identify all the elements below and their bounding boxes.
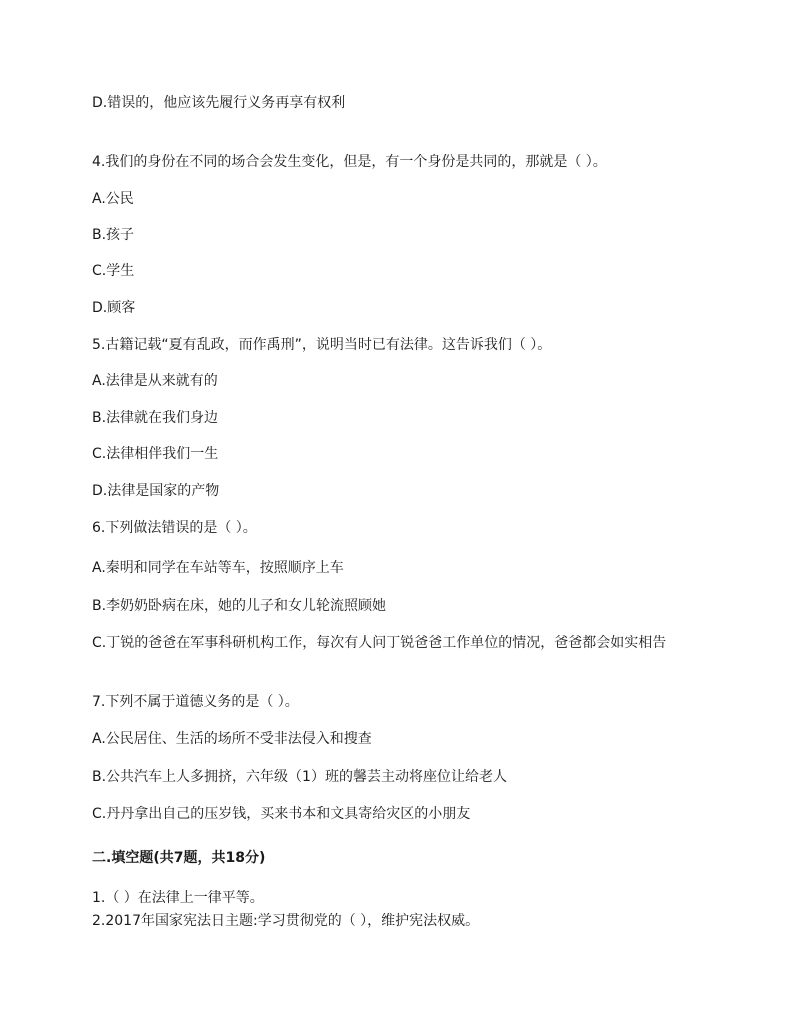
fill-blank-2: 2.2017年国家宪法日主题:学习贯彻党的（ ），维护宪法权威。 [92,913,480,929]
q5-stem: 5.古籍记载“夏有乱政，而作禹刑”，说明当时已有法律。这告诉我们（ ）。 [92,337,552,353]
q5-option-b: B.法律就在我们身边 [92,410,219,426]
q4-option-c: C.学生 [92,263,135,279]
q7-option-a: A.公民居住、生活的场所不受非法侵入和搜查 [92,731,372,747]
q4-option-a: A.公民 [92,191,134,207]
q5-option-d: D.法律是国家的产物 [92,483,220,499]
q6-option-b: B.李奶奶卧病在床，她的儿子和女儿轮流照顾她 [92,598,387,614]
q5-option-a: A.法律是从来就有的 [92,373,218,389]
q6-stem: 6.下列做法错误的是（ ）。 [92,520,257,536]
q6-option-c: C.丁锐的爸爸在军事科研机构工作，每次有人问丁锐爸爸工作单位的情况，爸爸都会如实相告 [92,635,667,651]
section-2-heading: 二.填空题(共7题，共18分) [92,850,266,866]
q7-stem: 7.下列不属于道德义务的是（ ）。 [92,694,299,710]
q4-option-d: D.顾客 [92,300,136,316]
q7-option-c: C.丹丹拿出自己的压岁钱，买来书本和文具寄给灾区的小朋友 [92,806,471,822]
q7-option-b: B.公共汽车上人多拥挤，六年级（1）班的馨芸主动将座位让给老人 [92,769,507,785]
q4-stem: 4.我们的身份在不同的场合会发生变化，但是，有一个身份是共同的，那就是（ ）。 [92,154,607,170]
q6-option-a: A.秦明和同学在车站等车，按照顺序上车 [92,560,344,576]
q5-option-c: C.法律相伴我们一生 [92,446,219,462]
q4-option-b: B.孩子 [92,227,135,243]
fill-blank-1: 1.（ ）在法律上一律平等。 [92,890,264,906]
q3-option-d: D.错误的，他应该先履行义务再享有权利 [92,95,346,111]
